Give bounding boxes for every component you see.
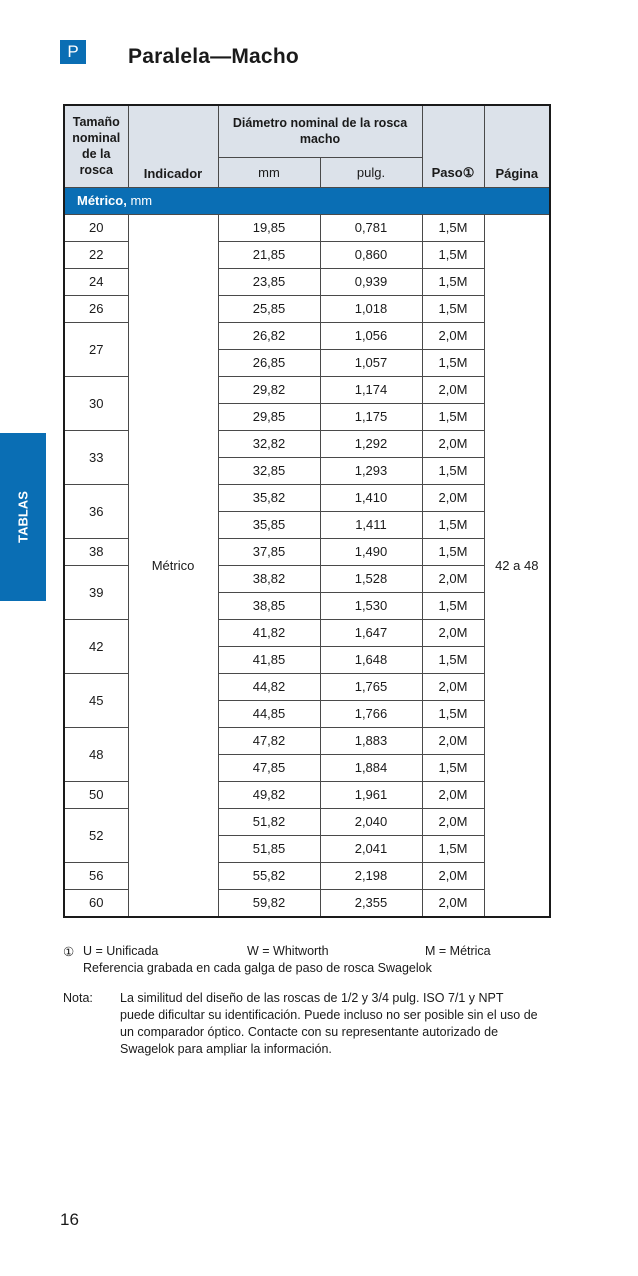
table-row: [64, 214, 550, 241]
page-number: 16: [60, 1210, 79, 1229]
cell-mm: 23,85: [218, 268, 320, 295]
cell-inch: 2,040: [320, 808, 422, 835]
note-label: Nota:: [63, 991, 93, 1005]
cell-size: 27: [64, 322, 128, 376]
cell-pitch: 1,5M: [422, 457, 484, 484]
cell-pitch: 1,5M: [422, 754, 484, 781]
cell-mm: 26,82: [218, 322, 320, 349]
cell-mm: 35,82: [218, 484, 320, 511]
cell-pitch: 1,5M: [422, 349, 484, 376]
cell-inch: 1,765: [320, 673, 422, 700]
cell-mm: 32,82: [218, 430, 320, 457]
cell-pitch: 1,5M: [422, 592, 484, 619]
cell-inch: 1,884: [320, 754, 422, 781]
cell-mm: 21,85: [218, 241, 320, 268]
cell-mm: 32,85: [218, 457, 320, 484]
cell-indicator: Métrico: [128, 214, 218, 917]
cell-inch: 2,041: [320, 835, 422, 862]
cell-inch: 1,018: [320, 295, 422, 322]
cell-pitch: 2,0M: [422, 727, 484, 754]
cell-inch: 2,355: [320, 889, 422, 917]
cell-size: 20: [64, 214, 128, 241]
cell-inch: 1,530: [320, 592, 422, 619]
cell-mm: 35,85: [218, 511, 320, 538]
cell-pitch: 1,5M: [422, 241, 484, 268]
cell-inch: 1,175: [320, 403, 422, 430]
cell-size: 50: [64, 781, 128, 808]
cell-mm: 37,85: [218, 538, 320, 565]
cell-mm: 19,85: [218, 214, 320, 241]
header-mm: mm: [218, 157, 320, 187]
cell-mm: 44,85: [218, 700, 320, 727]
cell-pitch: 1,5M: [422, 538, 484, 565]
cell-pitch: 1,5M: [422, 511, 484, 538]
cell-mm: 51,85: [218, 835, 320, 862]
cell-pitch: 1,5M: [422, 403, 484, 430]
header-inch: pulg.: [320, 157, 422, 187]
cell-mm: 47,82: [218, 727, 320, 754]
cell-size: 52: [64, 808, 128, 862]
cell-inch: 2,198: [320, 862, 422, 889]
cell-mm: 25,85: [218, 295, 320, 322]
cell-inch: 0,860: [320, 241, 422, 268]
table-body: [64, 187, 550, 917]
cell-mm: 44,82: [218, 673, 320, 700]
cell-size: 36: [64, 484, 128, 538]
cell-pitch: 2,0M: [422, 889, 484, 917]
cell-inch: 0,939: [320, 268, 422, 295]
cell-mm: 51,82: [218, 808, 320, 835]
header-diameter: Diámetro nominal de la rosca macho: [218, 105, 422, 157]
cell-inch: 0,781: [320, 214, 422, 241]
cell-size: 33: [64, 430, 128, 484]
cell-pitch: 1,5M: [422, 646, 484, 673]
cell-mm: 59,82: [218, 889, 320, 917]
cell-inch: 1,057: [320, 349, 422, 376]
cell-mm: 49,82: [218, 781, 320, 808]
cell-size: 24: [64, 268, 128, 295]
footnote: [63, 944, 543, 975]
cell-size: 39: [64, 565, 128, 619]
cell-pitch: 2,0M: [422, 808, 484, 835]
cell-inch: 1,528: [320, 565, 422, 592]
cell-inch: 1,293: [320, 457, 422, 484]
cell-mm: 38,82: [218, 565, 320, 592]
cell-mm: 29,85: [218, 403, 320, 430]
thread-spec-table: [63, 104, 551, 918]
cell-size: 60: [64, 889, 128, 917]
cell-pitch: 2,0M: [422, 430, 484, 457]
cell-pitch: 1,5M: [422, 835, 484, 862]
side-tab-label: TABLAS: [15, 491, 31, 543]
cell-inch: 1,883: [320, 727, 422, 754]
footnote-reference: Referencia grabada en cada galga de paso de rosca Swagelok: [83, 961, 432, 975]
footnote-unified: U = Unificada: [83, 944, 159, 958]
note-text: La similitud del diseño de las roscas de 1/2 y 3/4 pulg. ISO 7/1 y NPT puede dificultar su identificación. Puede incluso no ser posible sin el uso de un comparador óptico. Contacte con su representante autorizado de Swagelok para ampliar la información.: [120, 991, 538, 1056]
cell-inch: 1,766: [320, 700, 422, 727]
cell-size: 56: [64, 862, 128, 889]
section-badge: P: [60, 40, 86, 64]
cell-inch: 1,410: [320, 484, 422, 511]
cell-inch: 1,411: [320, 511, 422, 538]
cell-mm: 29,82: [218, 376, 320, 403]
cell-size: 30: [64, 376, 128, 430]
cell-inch: 1,292: [320, 430, 422, 457]
header-pitch: Paso①: [422, 105, 484, 187]
section-label: Métrico, mm: [64, 187, 550, 214]
header-indicator: Indicador: [128, 105, 218, 187]
footnote-whitworth: W = Whitworth: [247, 944, 329, 958]
cell-pitch: 2,0M: [422, 673, 484, 700]
cell-pitch: 2,0M: [422, 565, 484, 592]
cell-pitch: 1,5M: [422, 268, 484, 295]
cell-pitch: 1,5M: [422, 700, 484, 727]
cell-pitch: 2,0M: [422, 619, 484, 646]
cell-pitch: 2,0M: [422, 484, 484, 511]
cell-inch: 1,648: [320, 646, 422, 673]
cell-size: 22: [64, 241, 128, 268]
cell-mm: 41,85: [218, 646, 320, 673]
cell-pitch: 2,0M: [422, 862, 484, 889]
cell-size: 42: [64, 619, 128, 673]
cell-size: 26: [64, 295, 128, 322]
page-title: Paralela—Macho: [128, 45, 299, 68]
side-tab: [0, 433, 46, 601]
cell-mm: 55,82: [218, 862, 320, 889]
section-row: [64, 187, 550, 214]
cell-pitch: 1,5M: [422, 295, 484, 322]
cell-mm: 38,85: [218, 592, 320, 619]
cell-page: 42 a 48: [484, 214, 550, 917]
footnote-mark: ①: [63, 945, 75, 959]
cell-inch: 1,490: [320, 538, 422, 565]
cell-size: 45: [64, 673, 128, 727]
cell-size: 38: [64, 538, 128, 565]
cell-pitch: 2,0M: [422, 781, 484, 808]
cell-mm: 47,85: [218, 754, 320, 781]
cell-pitch: 2,0M: [422, 322, 484, 349]
cell-mm: 26,85: [218, 349, 320, 376]
cell-inch: 1,174: [320, 376, 422, 403]
header-size: Tamaño nominal de la rosca: [64, 105, 128, 187]
footnote-metric: M = Métrica: [425, 944, 491, 958]
cell-size: 48: [64, 727, 128, 781]
cell-pitch: 1,5M: [422, 214, 484, 241]
cell-mm: 41,82: [218, 619, 320, 646]
cell-inch: 1,647: [320, 619, 422, 646]
cell-pitch: 2,0M: [422, 376, 484, 403]
header-page: Página: [484, 105, 550, 187]
cell-inch: 1,961: [320, 781, 422, 808]
cell-inch: 1,056: [320, 322, 422, 349]
